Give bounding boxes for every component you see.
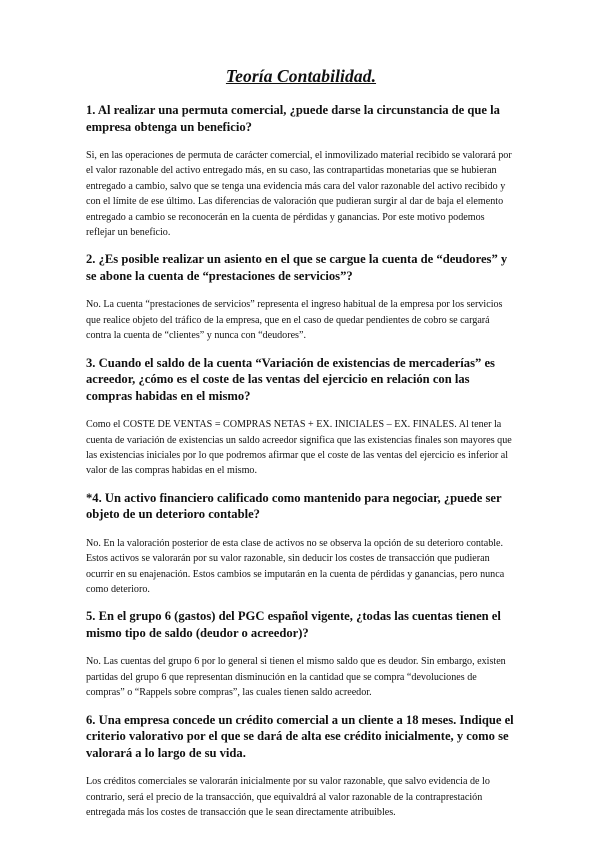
section-5 — [86, 608, 516, 700]
answer-5: No. Las cuentas del grupo 6 por lo general si tienen el mismo saldo que es deudor. Sin embargo, existen partidas del grupo 6 que representan disminución en la cantidad que se compra “devoluciones de compras” o “Rappels sobre compras”, las cuales tienen saldo acreedor. — [86, 656, 506, 699]
document-page — [86, 66, 516, 831]
section-2 — [86, 251, 516, 343]
answer-3: Como el COSTE DE VENTAS = COMPRAS NETAS + EX. INICIALES – EX. FINALES. Al tener la cuenta de variación de existencias un saldo acreedor significa que las existencias finales son mayores que las existencias iniciales por lo que podremos afirmar que el coste de las ventas del ejercicio es inferior al valor de las compras habidas en el mismo. — [86, 419, 512, 477]
section-4 — [86, 490, 516, 598]
question-5: 5. En el grupo 6 (gastos) del PGC español vigente, ¿todas las cuentas tienen el mismo tipo de saldo (deudor o acreedor)? — [86, 609, 501, 640]
question-4: *4. Un activo financiero calificado como mantenido para negociar, ¿puede ser objeto de un deterioro contable? — [86, 490, 502, 522]
section-1 — [86, 102, 516, 240]
section-3 — [86, 355, 516, 479]
document-title: Teoría Contabilidad. — [225, 66, 377, 86]
answer-1: Si, en las operaciones de permuta de carácter comercial, el inmovilizado material recibido se valorará por el valor razonable del activo entregado más, en su caso, las contrapartidas monetarias que se hubieran entregado a cambio, salvo que se tenga una evidencia más cara del valor razonable del activo recibido y con el límite de ese último. Las diferencias de valoración que pudieran surgir al dar de baja el elemento entregado a cambio se reconocerán en la cuenta de pérdidas y ganancias. Por este motivo podemos reflejar un beneficio. — [86, 150, 512, 239]
answer-2: No. La cuenta “prestaciones de servicios” representa el ingreso habitual de la empresa por los servicios que realice objeto del tráfico de la empresa, que en el caso de quedar pendientes de cobro se cargará contra la cuenta de “clientes” y nunca con “deudores”. — [86, 299, 503, 342]
section-6 — [86, 712, 516, 821]
question-6: 6. Una empresa concede un crédito comercial a un cliente a 18 meses. Indique el criterio valorativo por el que se dará de alta ese crédito inicialmente, y como se valorará a lo largo de su vida. — [86, 712, 514, 760]
question-2: 2. ¿Es posible realizar un asiento en el que se cargue la cuenta de “deudores” y se abone la cuenta de “prestaciones de servicios”? — [86, 252, 508, 283]
answer-4: No. En la valoración posterior de esta clase de activos no se observa la opción de su deterioro contable. Estos activos se valorarán por su valor razonable, sin deducir los costes de transacción que pudieran ocurrir en su enajenación. Estos cambios se imputarán en la cuenta de pérdidas y ganancias, pero nunca como deterioro. — [86, 537, 505, 595]
question-1: 1. Al realizar una permuta comercial, ¿puede darse la circunstancia de que la empresa obtenga un beneficio? — [86, 103, 500, 134]
question-3: 3. Cuando el saldo de la cuenta “Variación de existencias de mercaderías” es acreedor, ¿cómo es el coste de las ventas del ejercicio en relación con las compras habidas en el mismo? — [86, 355, 495, 403]
answer-6: Los créditos comerciales se valorarán inicialmente por su valor razonable, que salvo evidencia de lo contrario, será el precio de la transacción, que equivaldrá al valor razonable de la contraprestación entregada más los costes de transacción que le sean directamente atribuibles. — [86, 776, 490, 818]
